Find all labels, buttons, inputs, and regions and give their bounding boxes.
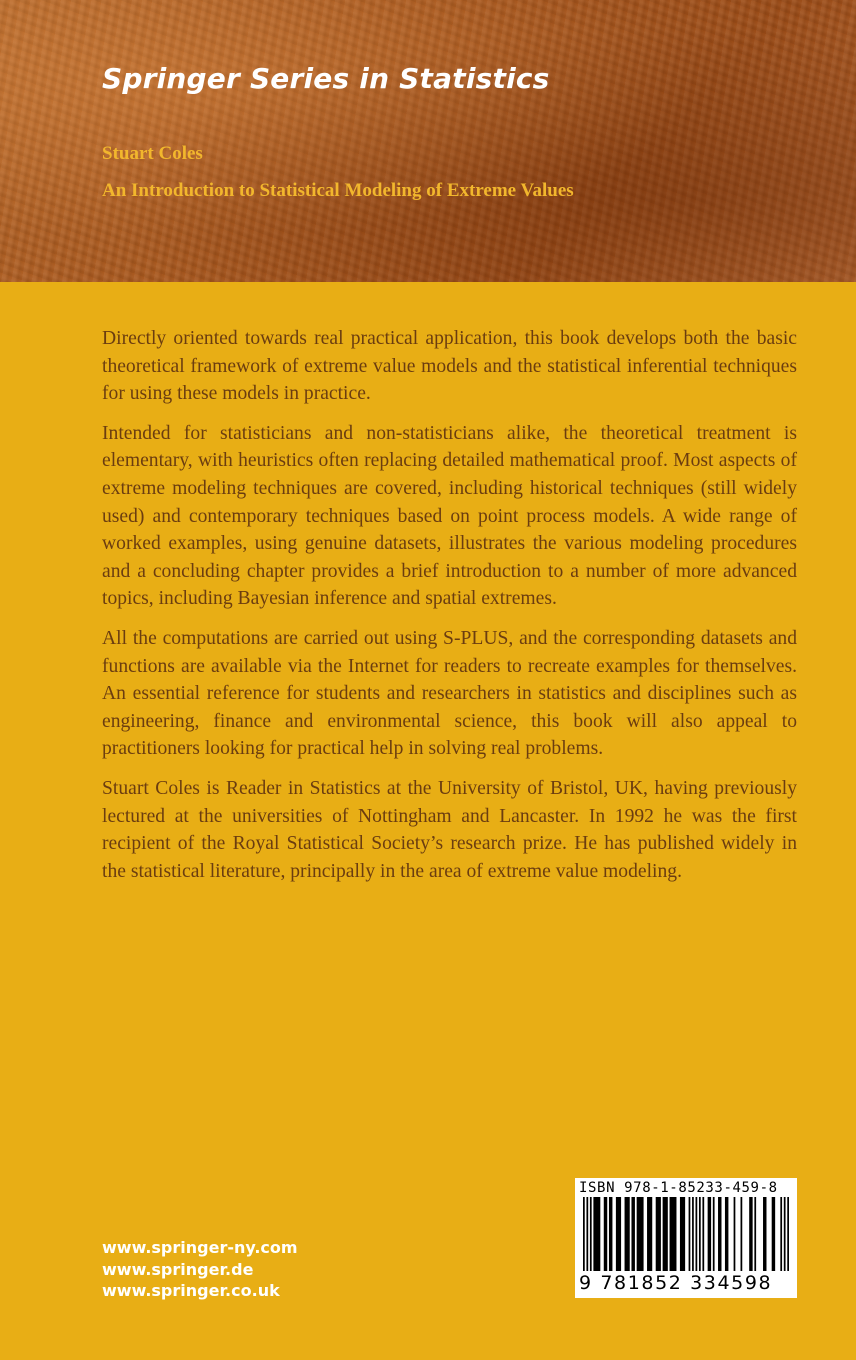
barcode-bar (625, 1197, 630, 1271)
barcode-bar (689, 1197, 691, 1271)
barcode-bar (702, 1197, 704, 1271)
book-title: An Introduction to Statistical Modeling of Extreme Values (102, 180, 574, 201)
barcode-bar (754, 1197, 756, 1271)
website-link[interactable]: www.springer.de (102, 1259, 254, 1279)
barcode-bar (609, 1197, 612, 1271)
barcode-bar (616, 1197, 621, 1271)
barcode-bar (631, 1197, 634, 1271)
barcode-bar (647, 1197, 652, 1271)
barcode-bar (780, 1197, 782, 1271)
isbn-barcode (575, 1178, 797, 1298)
back-cover-blurb (102, 325, 797, 897)
barcode-bar (680, 1197, 685, 1271)
barcode-bar (663, 1197, 668, 1271)
barcode-bar (590, 1197, 592, 1271)
barcode-bar (696, 1197, 698, 1271)
website-link[interactable]: www.springer.co.uk (102, 1281, 280, 1300)
barcode-bar (772, 1197, 775, 1271)
barcode-bar (763, 1197, 766, 1271)
barcode-bar (725, 1197, 728, 1271)
barcode-bar (713, 1197, 715, 1271)
author-name: Stuart Coles (102, 143, 203, 164)
author-bio-paragraph: Stuart Coles is Reader in Statistics at the University of Bristol, UK, having previously lectured at the universities of Nottingham and Lancaster. In 1992 he was the first recipient of the Royal Statistical Society’s research prize. He has published widely in the statistical literature, principally in the area of extreme value modeling. (102, 777, 797, 882)
barcode-bar (583, 1197, 585, 1271)
website-link[interactable]: www.springer-ny.com (102, 1238, 298, 1257)
barcode-bar (637, 1197, 644, 1271)
barcode-bar (593, 1197, 600, 1271)
barcode-bar (708, 1197, 711, 1271)
cover-header-band (0, 0, 856, 282)
barcode-bar (670, 1197, 677, 1271)
isbn-label: ISBN 978-1-85233-459-8 (579, 1180, 778, 1196)
barcode-bar (699, 1197, 701, 1271)
blurb-paragraph: Intended for statisticians and non-statisticians alike, the theoretical treatment is elementary, with heuristics often replacing detailed mathematical proof. Most aspects of extreme modeling techniques are covered, including historical techniques (still widely used) and contemporary techniques based on point process models. A wide range of worked examples, using genuine datasets, illustrates the various modeling procedures and a concluding chapter provides a brief introduction to a number of more advanced topics, including Bayesian inference and spatial extremes. (102, 422, 797, 610)
barcode-bar (586, 1197, 588, 1271)
barcode-bar (718, 1197, 721, 1271)
barcode-bar (787, 1197, 789, 1271)
barcode-bar (692, 1197, 694, 1271)
barcode-digits: 9 781852 334598 (579, 1272, 773, 1294)
blurb-paragraph: Directly oriented towards real practical application, this book develops both the basic theoretical framework of extreme value models and the statistical inferential techniques for using these models in practice. (102, 328, 797, 405)
barcode-bar (741, 1197, 743, 1271)
barcode-bar (734, 1197, 736, 1271)
series-title: Springer Series in Statistics (102, 62, 550, 95)
barcode-bar (784, 1197, 786, 1271)
barcode-bar (656, 1197, 661, 1271)
barcode-bar (604, 1197, 607, 1271)
publisher-websites (102, 1237, 298, 1302)
barcode-bar (749, 1197, 752, 1271)
blurb-paragraph: All the computations are carried out using S-PLUS, and the corresponding datasets and functions are available via the Internet for readers to recreate examples for themselves. An essential reference for students and researchers in statistics and disciplines such as engineering, finance and environmental science, this book will also appeal to practitioners looking for practical help in solving real problems. (102, 627, 797, 760)
